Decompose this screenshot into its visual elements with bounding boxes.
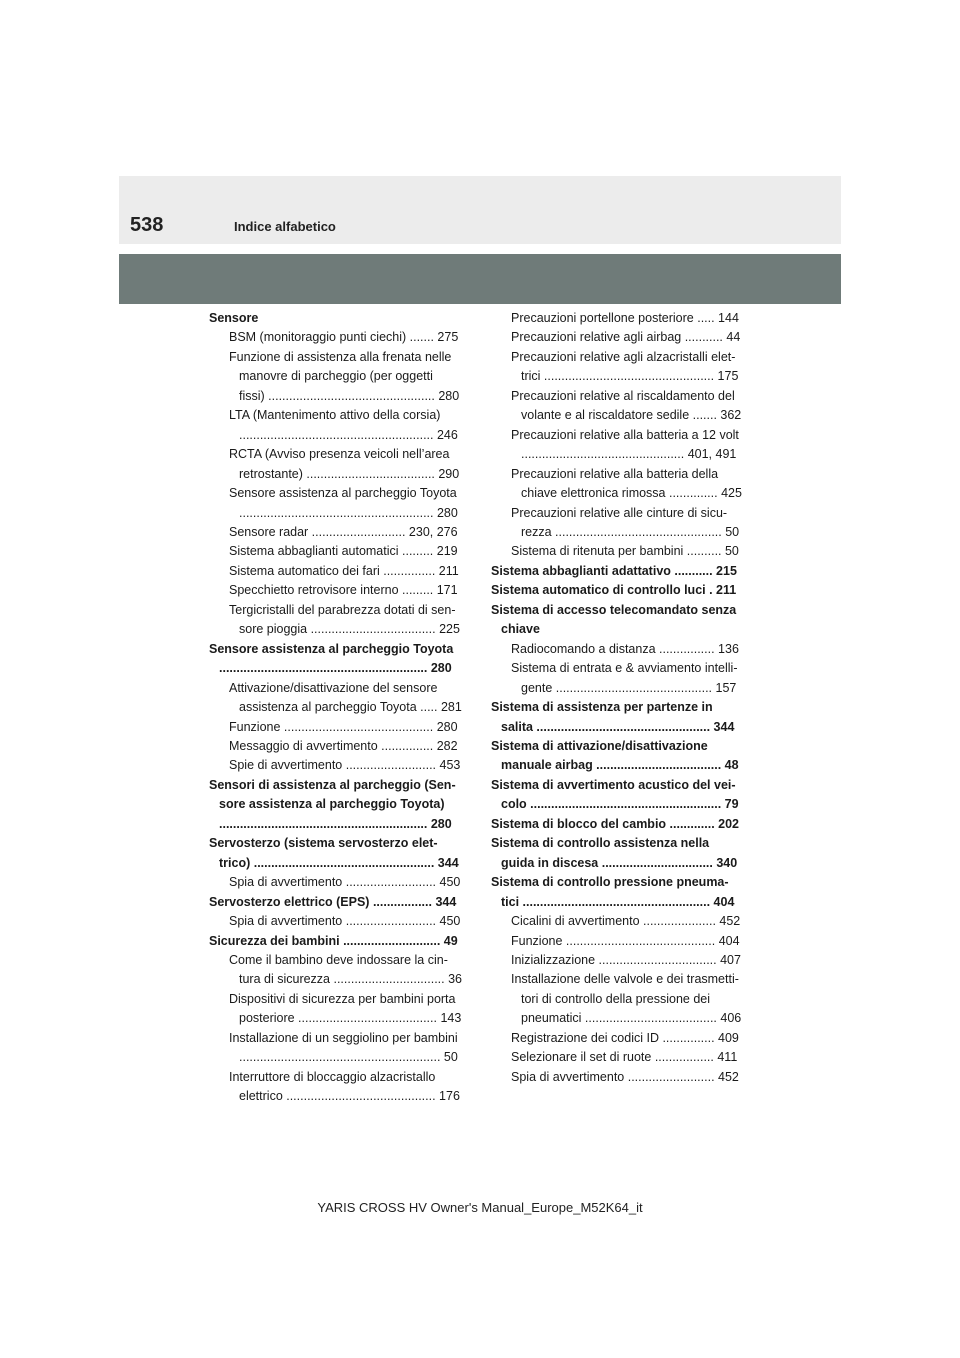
index-subentry: Interruttore di bloccaggio alzacristallo bbox=[229, 1069, 436, 1084]
index-entry: Sensori di assistenza al parcheggio (Sen- bbox=[209, 777, 456, 792]
index-subentry: chiave bbox=[501, 622, 540, 637]
index-subentry: Sistema automatico dei fari ............... 211 bbox=[229, 563, 459, 578]
index-entry: Sistema di controllo assistenza nella bbox=[491, 836, 710, 851]
index-subentry: Registrazione dei codici ID ............... 409 bbox=[511, 1030, 739, 1045]
index-subentry: elettrico ........................................... 176 bbox=[239, 1089, 460, 1104]
index-entry: Sistema abbaglianti adattativo ........... 215 bbox=[491, 563, 737, 578]
index-subentry: Sensore assistenza al parcheggio Toyota bbox=[229, 486, 457, 501]
index-subentry: volante e al riscaldatore sedile ....... 362 bbox=[521, 408, 742, 423]
index-subentry: manuale airbag .................................... 48 bbox=[501, 758, 739, 773]
index-subentry: Sistema di ritenuta per bambini .......... 50 bbox=[511, 544, 739, 559]
header-dark-band bbox=[119, 254, 841, 304]
index-subentry: posteriore ........................................ 143 bbox=[239, 1011, 462, 1026]
index-subentry: Dispositivi di sicurezza per bambini porta bbox=[229, 991, 456, 1006]
index-entry: Sistema di attivazione/disattivazione bbox=[491, 738, 708, 753]
index-subentry: sore pioggia .................................... 225 bbox=[239, 622, 460, 637]
index-subentry: ........................................................ 246 bbox=[239, 427, 458, 442]
index-subentry: Selezionare il set di ruote ................. 411 bbox=[511, 1050, 738, 1065]
section-title: Indice alfabetico bbox=[234, 219, 336, 234]
index-subentry: BSM (monitoraggio punti ciechi) ....... 275 bbox=[229, 330, 459, 345]
index-subentry: Radiocomando a distanza ................ 136 bbox=[511, 641, 739, 656]
index-subentry: Precauzioni relative alla batteria della bbox=[511, 466, 719, 481]
index-subentry: Sistema di entrata e & avviamento intelli- bbox=[511, 661, 738, 676]
index-entry: Sistema di accesso telecomandato senza bbox=[491, 602, 737, 617]
index-subentry: ............................................................ 280 bbox=[219, 816, 452, 831]
page-number: 538 bbox=[130, 214, 164, 236]
index-subentry: Precauzioni portellone posteriore ..... 144 bbox=[511, 311, 739, 325]
index-subentry: Tergicristalli del parabrezza dotati di sen- bbox=[229, 602, 456, 617]
index-entry: Sistema di blocco del cambio ............. 202 bbox=[491, 816, 739, 831]
index-subentry: guida in discesa ................................ 340 bbox=[501, 855, 738, 870]
index-entry: Servosterzo (sistema servosterzo elet- bbox=[209, 836, 438, 851]
index-subentry: Funzione ........................................... 404 bbox=[511, 933, 740, 948]
index-subentry: Spia di avvertimento ......................... 452 bbox=[511, 1069, 739, 1084]
index-subentry: Sistema abbaglianti automatici ......... 219 bbox=[229, 544, 458, 559]
index-subentry: gente ............................................. 157 bbox=[521, 680, 737, 695]
index-entry: Sicurezza dei bambini ............................ 49 bbox=[209, 933, 458, 948]
index-column-left bbox=[209, 309, 464, 1107]
footer-manual-id: YARIS CROSS HV Owner's Manual_Europe_M52K64_it bbox=[317, 1200, 643, 1215]
index-subentry: salita .................................................. 344 bbox=[501, 719, 735, 734]
index-subentry: manovre di parcheggio (per oggetti bbox=[239, 369, 433, 384]
index-subentry: Messaggio di avvertimento ............... 282 bbox=[229, 738, 458, 753]
index-subentry: Spia di avvertimento .......................... 450 bbox=[229, 875, 461, 890]
index-subentry: Precauzioni relative alle cinture di sicu- bbox=[511, 505, 728, 520]
index-subentry: assistenza al parcheggio Toyota ..... 281 bbox=[239, 700, 462, 715]
index-entry: Sistema di controllo pressione pneuma- bbox=[491, 875, 729, 890]
index-subentry: Precauzioni relative al riscaldamento del bbox=[511, 388, 735, 403]
index-subentry: Spie di avvertimento .......................... 453 bbox=[229, 758, 461, 773]
index-subentry: ............................................................ 280 bbox=[219, 661, 452, 676]
index-subentry: trico) .................................................... 344 bbox=[219, 855, 459, 870]
header-band bbox=[119, 176, 841, 244]
index-subentry: retrostante) ..................................... 290 bbox=[239, 466, 460, 481]
index-subentry: ........................................................ 280 bbox=[239, 505, 458, 520]
index-subentry: rezza ................................................ 50 bbox=[521, 524, 740, 539]
index-entry: Sensore assistenza al parcheggio Toyota bbox=[209, 641, 454, 656]
index-subentry: Installazione di un seggiolino per bambini bbox=[229, 1030, 458, 1045]
index-subentry: Funzione ........................................... 280 bbox=[229, 719, 458, 734]
index-subentry: Specchietto retrovisore interno ......... 171 bbox=[229, 583, 458, 598]
index-subentry: Spia di avvertimento .......................... 450 bbox=[229, 914, 461, 929]
index-subentry: RCTA (Avviso presenza veicoli nell’area bbox=[229, 447, 450, 462]
index-subentry: fissi) ................................................ 280 bbox=[239, 388, 460, 403]
index-subentry: tori di controllo della pressione dei bbox=[521, 991, 710, 1006]
index-subentry: .......................................................... 50 bbox=[239, 1050, 458, 1065]
index-subentry: chiave elettronica rimossa .............. 425 bbox=[521, 486, 742, 501]
index-subentry: colo ....................................................... 79 bbox=[501, 797, 739, 812]
index-entry: Sistema di avvertimento acustico del vei- bbox=[491, 777, 736, 792]
index-subentry: Come il bambino deve indossare la cin- bbox=[229, 952, 448, 967]
index-subentry: Installazione delle valvole e dei trasmetti- bbox=[511, 972, 739, 987]
index-subentry: sore assistenza al parcheggio Toyota) bbox=[219, 797, 445, 812]
index-subentry: Cicalini di avvertimento ..................... 452 bbox=[511, 914, 741, 929]
index-subentry: Precauzioni relative agli alzacristalli elet- bbox=[511, 349, 736, 364]
index-subentry: LTA (Mantenimento attivo della corsia) bbox=[229, 408, 441, 423]
index-subentry: tici ...................................................... 404 bbox=[501, 894, 735, 909]
index-entry: Servosterzo elettrico (EPS) ................. 344 bbox=[209, 894, 457, 909]
index-subentry: Funzione di assistenza alla frenata nelle bbox=[229, 349, 452, 364]
index-subentry: Precauzioni relative alla batteria a 12 volt bbox=[511, 427, 739, 442]
index-subentry: Sensore radar ........................... 230, 276 bbox=[229, 524, 458, 539]
index-entry: Sistema di assistenza per partenze in bbox=[491, 700, 713, 715]
index-subentry: ............................................... 401, 491 bbox=[521, 447, 737, 462]
index-subentry: Attivazione/disattivazione del sensore bbox=[229, 680, 438, 695]
index-entry: Sensore bbox=[209, 311, 259, 325]
index-column-right bbox=[491, 309, 746, 1087]
index-subentry: pneumatici ...................................... 406 bbox=[521, 1011, 742, 1026]
index-subentry: Precauzioni relative agli airbag ........... 44 bbox=[511, 330, 741, 345]
index-subentry: trici ................................................. 175 bbox=[521, 369, 739, 384]
index-entry: Sistema automatico di controllo luci . 211 bbox=[491, 583, 737, 598]
index-subentry: tura di sicurezza ................................ 36 bbox=[239, 972, 462, 987]
index-subentry: Inizializzazione .................................. 407 bbox=[511, 952, 741, 967]
